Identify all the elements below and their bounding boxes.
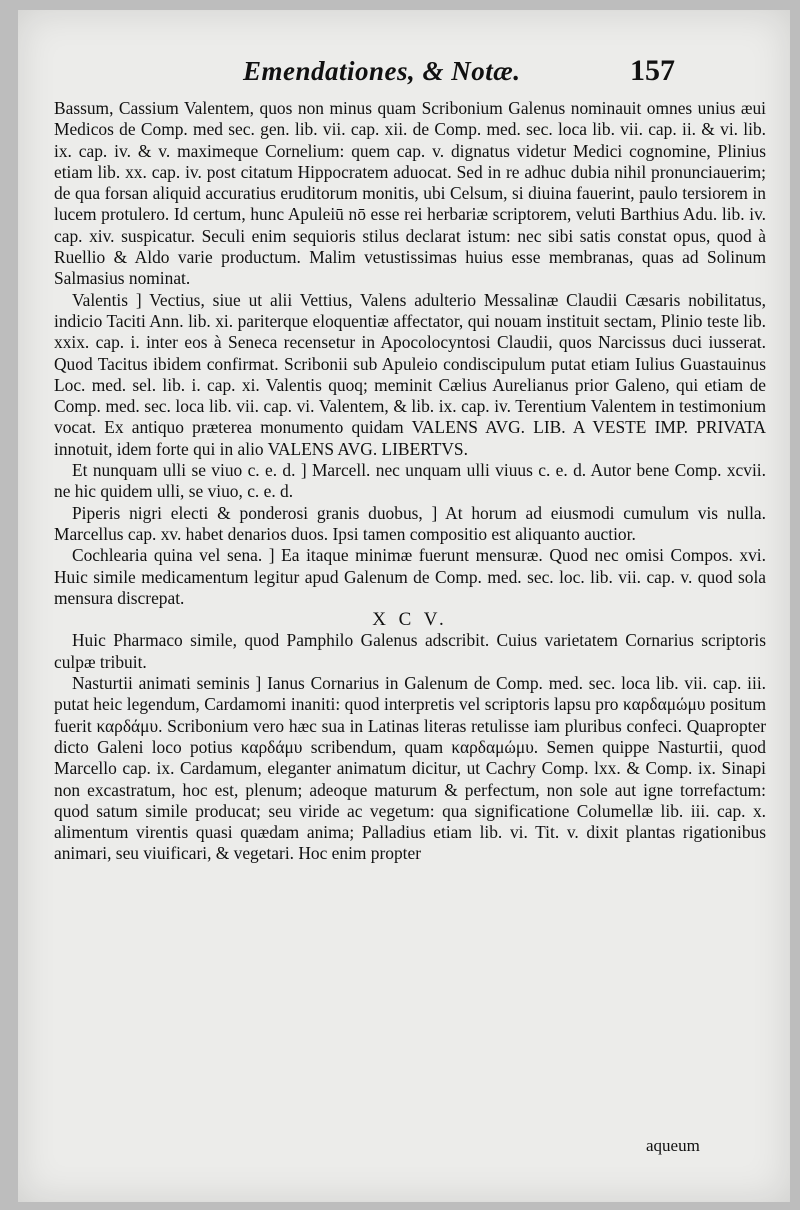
paragraph: Piperis nigri electi & ponderosi granis duobus, ] At horum ad eiusmodi cumulum vis nulla. Marcellus cap. xv. habet denarios duos. Ipsi tamen compositio est aliquanto auctior.	[54, 502, 766, 544]
paragraph: Huic Pharmaco simile, quod Pamphilo Galenus adscribit. Cuius varietatem Cornarius scriptoris culpæ tribuit.	[54, 630, 766, 672]
section-heading: X C V.	[372, 609, 448, 631]
body-text	[54, 98, 766, 865]
paragraph: Nasturtii animati seminis ] Ianus Cornarius in Galenum de Comp. med. sec. loca lib. vii. cap. iii. putat heic legendum, Cardamomi inaniti: quod interpretis vel scriptoris lapsu pro καρδαμώμυ positum fuerit καρδάμυ. Scribonium vero hæc sua in Latinas literas retulisse iam pluribus confeci. Quapropter dicto Galeni loco potius καρδάμυ scribendum, quam καρδαμώμυ. Semen quippe Nasturtii, quod Marcello cap. ix. Cardamum, eleganter animatum dicitur, ut Cachry Comp. lxx. & Comp. ix. Sinapi non excastratum, hoc est, plenum; adeoque maturum & perfectum, non sole aut igne torrefactum: quod satum simile producat; seu viride ac vegetum: qua significatione Columellæ lib. iii. cap. x. alimentum virentis quasi quædam anima; Palladius etiam lib. vi. Tit. v. dixit plantas rigationibus animari, seu viuificari, & vegetari. Hoc enim propter	[54, 673, 766, 864]
paragraph: Et nunquam ulli se viuo c. e. d. ] Marcell. nec unquam ulli viuus c. e. d. Autor bene Comp. xcvii. ne hic quidem ulli, se viuo, c. e. d.	[54, 460, 766, 502]
catchword: aqueum	[646, 1136, 700, 1155]
paragraph: Cochlearia quina vel sena. ] Ea itaque minimæ fuerunt mensuræ. Quod nec omisi Compos. xvi. Huic simile medicamentum legitur apud Galenum de Comp. med. sec. loc. lib. vii. cap. v. quod sola mensura discrepat.	[54, 545, 766, 608]
page-header	[18, 52, 790, 92]
paragraph: Bassum, Cassium Valentem, quos non minus quam Scribonium Galenus nominauit omnes unius æui Medicos de Comp. med sec. gen. lib. vii. cap. xii. de Comp. med. sec. loca lib. vii. cap. ii. & vi. lib. ix. cap. iv. & v. maximeque Cornelium: quem cap. v. dignatus videtur Medici cognomine, Plinius etiam lib. xx. cap. iv. post citatum Hippocratem aduocat. Sed in re adhuc dubia nihil pronunciauerim; de qua forsan aliquid accuratius eruditorum monitis, ubi Celsum, si diuina fauerint, paulo tersiorem in lucem protulero. Id certum, hunc Apuleiū nō esse rei herbariæ scriptorem, veluti Barthius Adu. lib. iv. cap. xiv. suspicatur. Seculi enim sequioris stilus declarat istum: nec sibi satis constat opus, quod à Ruellio & Aldo varie productum. Malim vetustissimas huius esse membranas, quas ad Solinum Salmasius nominat.	[54, 98, 766, 289]
book-page	[18, 10, 790, 1202]
page-number: 157	[630, 54, 675, 87]
running-title: Emendationes, & Notæ.	[243, 56, 521, 86]
paragraph: Valentis ] Vectius, siue ut alii Vettius, Valens adulterio Messalinæ Claudii Cæsaris nobilitatus, indicio Taciti Ann. lib. xi. pariterque eloquentiæ affectator, qui nouam instituit sectam, Plinio teste lib. xxix. cap. i. inter eos à Seneca recensetur in Apocolocyntosi Claudii, quos Narcissus duci iusserat. Quod Tacitus ibidem confirmat. Scribonii sub Apuleio condiscipulum putat etiam Iulius Guastauinus Loc. med. sel. lib. i. cap. xi. Valentis quoq; meminit Cælius Aurelianus prior Galeno, qui etiam de Comp. med. sec. loca lib. vii. cap. vi. Valentem, & lib. ix. cap. iv. Terentium Valentem in testimonium vocat. Ex antiquo præterea monumento quidam VALENS AVG. LIB. A VESTE IMP. PRIVATA innotuit, idem forte qui in alio VALENS AVG. LIBERTVS.	[54, 289, 766, 459]
